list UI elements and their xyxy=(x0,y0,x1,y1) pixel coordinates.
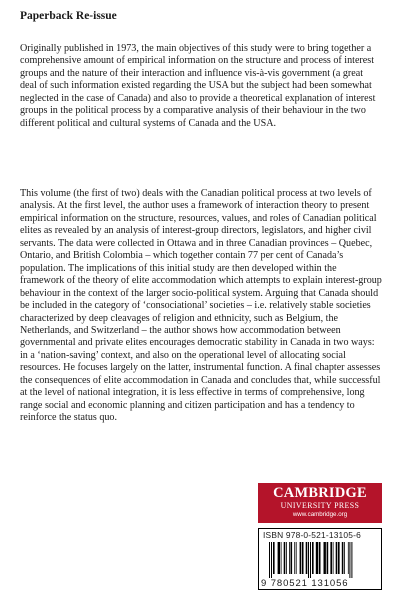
barcode-bar xyxy=(348,542,349,574)
publisher-subtitle: UNIVERSITY PRESS xyxy=(280,501,360,510)
barcode-bar xyxy=(296,542,297,574)
barcode-digits: 9 780521 131056 xyxy=(261,578,349,589)
description-paragraph-1: Originally published in 1973, the main objectives of this study were to bring together a comprehensive amount of empirical information on the structure and process of interest groups and the nature of their interaction and influence vis-à-vis government (a great deal of such information existed regarding the USA but the subject had been somewhat neglected in the case of Canada) and also to provide a theoretical explanation of interest groups in the political process by a comparative analysis of their behaviour in the two different political and cultural systems of Canada and the USA. xyxy=(20,43,376,129)
isbn-barcode-box xyxy=(258,528,382,590)
barcode-bar xyxy=(344,542,345,574)
barcode-bar xyxy=(286,542,287,574)
barcode-bar xyxy=(351,542,352,578)
barcode-bar xyxy=(302,542,304,574)
barcode-bar xyxy=(310,542,311,578)
barcode-bar xyxy=(342,542,344,574)
barcode-bar xyxy=(336,542,338,574)
barcode-bar xyxy=(273,542,275,574)
barcode-bar xyxy=(300,542,302,574)
barcode-bar xyxy=(333,542,334,574)
barcode-bar xyxy=(338,542,340,574)
barcode-bar xyxy=(271,542,272,578)
publisher-url: www.cambridge.org xyxy=(292,511,348,518)
barcode-graphic xyxy=(265,542,377,578)
barcode-bar xyxy=(324,542,326,574)
barcode-bar xyxy=(319,542,321,574)
barcode-bar xyxy=(294,542,295,574)
barcode-bar xyxy=(308,542,309,578)
barcode-bar xyxy=(349,542,350,578)
barcode-bar xyxy=(306,542,308,574)
barcode-bar xyxy=(281,542,282,574)
barcode-bar xyxy=(284,542,286,574)
barcode-bar xyxy=(291,542,293,574)
barcode-bar xyxy=(278,542,280,574)
barcode-bar xyxy=(327,542,329,574)
heading-paperback-reissue: Paperback Re-issue xyxy=(20,10,117,22)
barcode-bar xyxy=(312,542,314,574)
isbn-label: ISBN 978-0-521-13105-6 xyxy=(263,530,361,540)
barcode-bar xyxy=(330,542,332,574)
publisher-name: CAMBRIDGE xyxy=(273,485,367,501)
cambridge-university-press-logo xyxy=(258,483,382,523)
description-paragraph-2: This volume (the first of two) deals with the Canadian political process at two levels of analysis. At the first level, the author uses a framework of interaction theory to present empirical information on the structure, resources, values, and roles of Canadian political elites as revealed by an analysis of interest-group directors, legislators, and higher civil servants. The data were collected in Ottawa and in three Canadian provinces – Quebec, Ontario, and British Colombia – which together contain 77 per cent of Canada’s population. The implications of this initial study are then developed within the framework of the theory of elite accommodation which attempts to explain interest-group behaviour in the context of the larger socio-political system. Arguing that Canada should be included in the category of ‘consociational’ societies – i.e. relatively stable societies characterized by deep cleavages of religion and ethnicity, such as Belgium, the Netherlands, and Switzerland – the author shows how accommodation between governmental and private elites encourages democratic stability in Canada in two ways: in a ‘nation-saving’ context, and also on the operational level of allocating social resources. He focuses largely on the latter, instrumental function. A final chapter assesses the consequences of elite accommodation in Canada and concludes that, while successful at the level of national integration, it is less effective in terms of comprehensive, long range social and economic planning and citizen participation and has a tendency to reinforce the status quo. xyxy=(20,188,382,424)
barcode-bar xyxy=(269,542,270,578)
barcode-bar xyxy=(316,542,318,574)
barcode-bar xyxy=(289,542,290,574)
